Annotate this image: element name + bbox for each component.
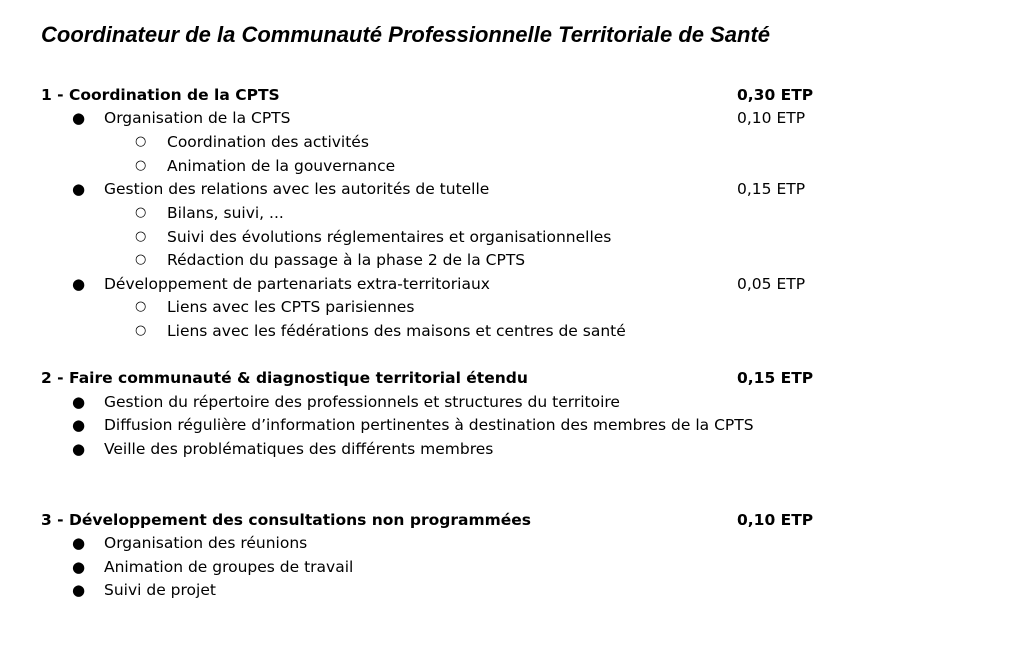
filled-bullet-icon: ● — [72, 581, 86, 599]
sub-list-item: Bilans, suivi, ... — [167, 204, 284, 222]
list-item: Développement de partenariats extra-territoriaux — [104, 275, 490, 293]
section-heading: 3 - Développement des consultations non programmées — [41, 511, 531, 529]
section-heading: 2 - Faire communauté & diagnostique territorial étendu — [41, 369, 528, 387]
sub-list-item: Suivi des évolutions réglementaires et organisationnelles — [167, 228, 612, 246]
filled-bullet-icon: ● — [72, 393, 86, 411]
filled-bullet-icon: ● — [72, 416, 86, 434]
item-etp: 0,10 ETP — [737, 109, 806, 127]
list-item: Suivi de projet — [104, 581, 216, 599]
hollow-bullet-icon: ○ — [135, 158, 147, 173]
section-etp: 0,15 ETP — [737, 369, 814, 387]
list-item: Gestion des relations avec les autorités de tutelle — [104, 180, 490, 198]
section-etp: 0,30 ETP — [737, 86, 814, 104]
list-item: Veille des problématiques des différents membres — [104, 440, 494, 458]
filled-bullet-icon: ● — [72, 180, 86, 198]
hollow-bullet-icon: ○ — [135, 229, 147, 244]
item-etp: 0,15 ETP — [737, 180, 806, 198]
hollow-bullet-icon: ○ — [135, 323, 147, 338]
filled-bullet-icon: ● — [72, 534, 86, 552]
hollow-bullet-icon: ○ — [135, 134, 147, 149]
sub-list-item: Coordination des activités — [167, 133, 369, 151]
document-title: Coordinateur de la Communauté Professionnelle Territoriale de Santé — [41, 22, 771, 47]
sub-list-item: Liens avec les CPTS parisiennes — [167, 298, 415, 316]
filled-bullet-icon: ● — [72, 558, 86, 576]
hollow-bullet-icon: ○ — [135, 299, 147, 314]
sub-list-item: Liens avec les fédérations des maisons et centres de santé — [167, 322, 626, 340]
list-item: Gestion du répertoire des professionnels et structures du territoire — [104, 393, 620, 411]
section-etp: 0,10 ETP — [737, 511, 814, 529]
sub-list-item: Animation de la gouvernance — [167, 157, 396, 175]
list-item: Diffusion régulière d’information pertinentes à destination des membres de la CPTS — [104, 416, 754, 434]
sub-list-item: Rédaction du passage à la phase 2 de la CPTS — [167, 251, 526, 269]
list-item: Organisation de la CPTS — [104, 109, 291, 127]
list-item: Organisation des réunions — [104, 534, 308, 552]
hollow-bullet-icon: ○ — [135, 205, 147, 220]
section-heading: 1 - Coordination de la CPTS — [41, 86, 280, 104]
filled-bullet-icon: ● — [72, 275, 86, 293]
item-etp: 0,05 ETP — [737, 275, 806, 293]
list-item: Animation de groupes de travail — [104, 558, 354, 576]
filled-bullet-icon: ● — [72, 440, 86, 458]
hollow-bullet-icon: ○ — [135, 252, 147, 267]
filled-bullet-icon: ● — [72, 109, 86, 127]
